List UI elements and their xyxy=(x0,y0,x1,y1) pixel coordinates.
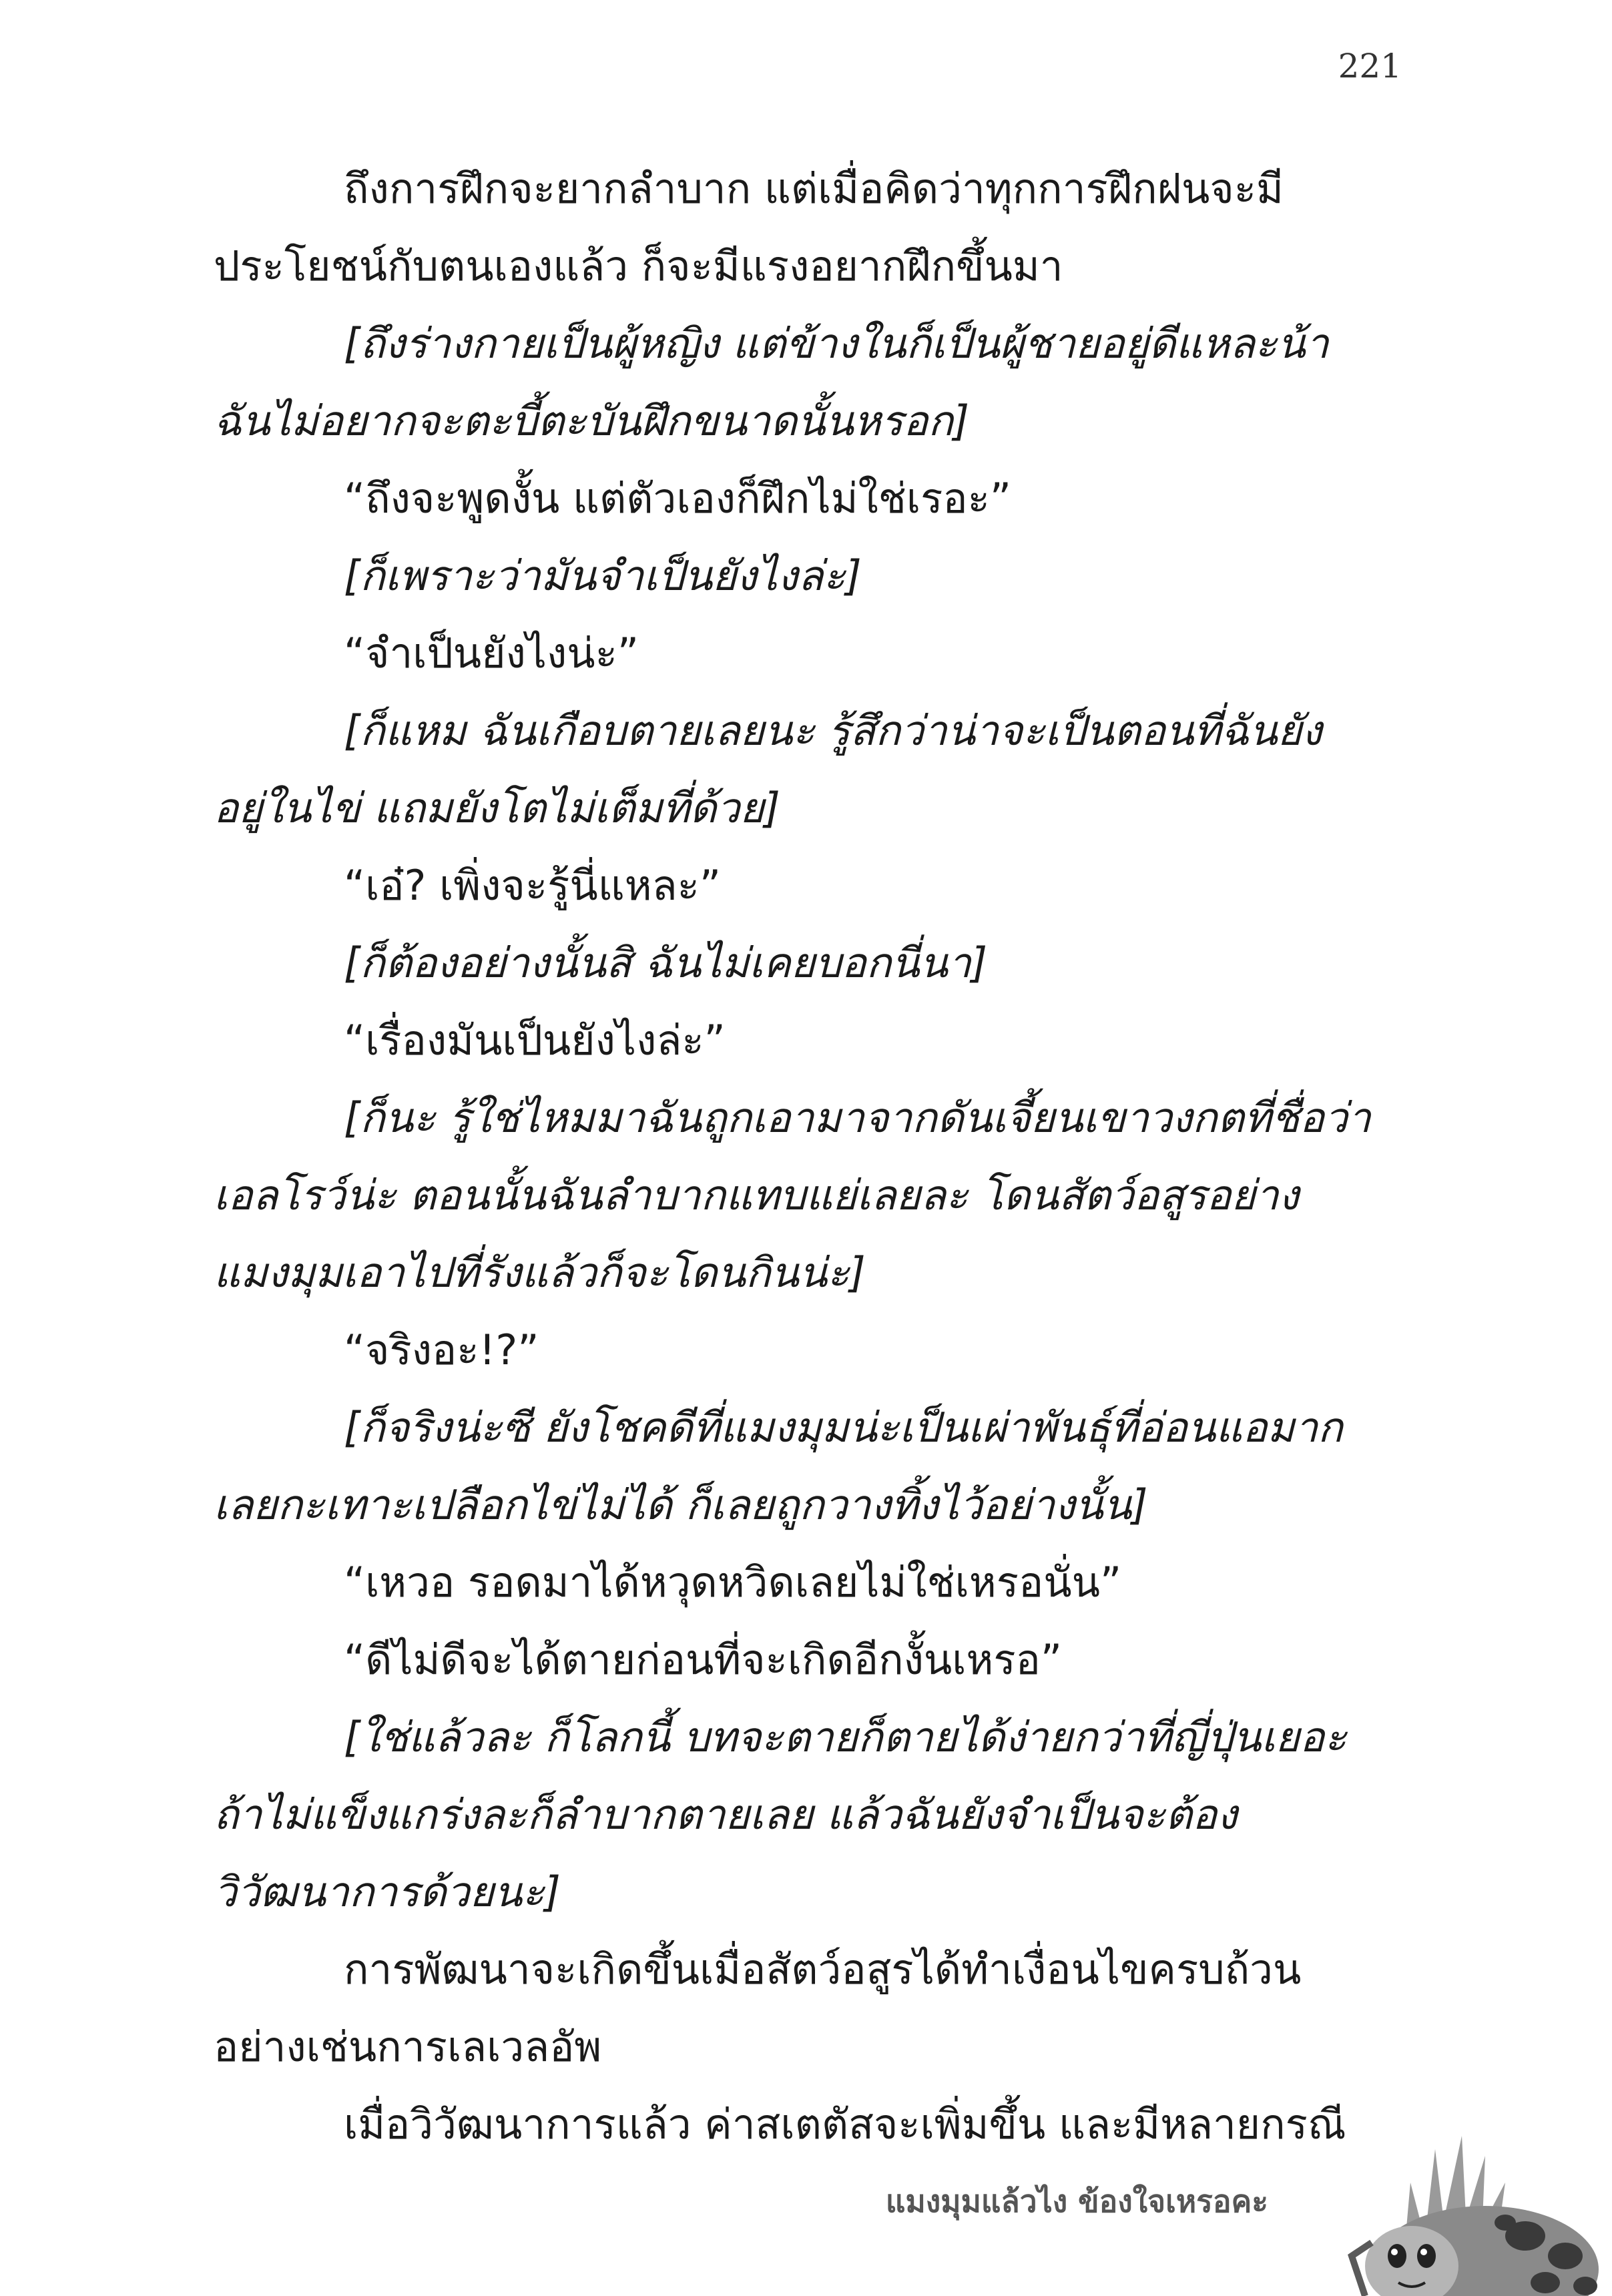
text-line: [ก็นะ รู้ใช่ไหมมาฉันถูกเอามาจากดันเจี้ยนเขาวงกตที่ชื่อว่า xyxy=(344,1093,1371,1142)
text-line: “เรื่องมันเป็นยังไงล่ะ” xyxy=(344,1016,726,1065)
mascot-eye-left xyxy=(1388,2244,1406,2268)
text-line: [ก็แหม ฉันเกือบตายเลยนะ รู้สึกว่าน่าจะเป็นตอนที่ฉันยัง xyxy=(344,706,1322,755)
text-line: “เหวอ รอดมาได้หวุดหวิดเลยไม่ใช่เหรอนั่น” xyxy=(344,1558,1122,1607)
text-line: “จริงอะ!?” xyxy=(344,1326,539,1374)
text-line: ฉันไม่อยากจะตะบี้ตะบันฝึกขนาดนั้นหรอก] xyxy=(214,396,970,445)
text-line: เอลโรว์น่ะ ตอนนั้นฉันลำบากแทบแย่เลยละ โดนสัตว์อสูรอย่าง xyxy=(214,1171,1299,1219)
text-line: [ก็จริงน่ะซี ยังโชคดีที่แมงมุมน่ะเป็นเผ่าพันธุ์ที่อ่อนแอมาก xyxy=(344,1403,1343,1452)
page-number: 221 xyxy=(1338,47,1402,85)
text-line: ถ้าไม่แข็งแกร่งละก็ลำบากตายเลย แล้วฉันยังจำเป็นจะต้อง xyxy=(214,1790,1238,1839)
text-line: แมงมุมเอาไปที่รังแล้วก็จะโดนกินน่ะ] xyxy=(214,1248,866,1297)
text-line: วิวัฒนาการด้วยนะ] xyxy=(214,1868,561,1916)
text-line: “ดีไม่ดีจะได้ตายก่อนที่จะเกิดอีกงั้นเหรอ” xyxy=(344,1635,1062,1684)
text-line: เลยกะเทาะเปลือกไข่ไม่ได้ ก็เลยถูกวางทิ้งไว้อย่างนั้น] xyxy=(214,1480,1148,1529)
text-line: ประโยชน์กับตนเองแล้ว ก็จะมีแรงอยากฝึกขึ้นมา xyxy=(214,242,1063,290)
text-line: [ก็เพราะว่ามันจำเป็นยังไงล่ะ] xyxy=(344,551,862,600)
text-line: ถึงการฝึกจะยากลำบาก แต่เมื่อคิดว่าทุกการฝึกฝนจะมี xyxy=(344,164,1284,213)
text-line: “จำเป็นยังไงน่ะ” xyxy=(344,629,639,677)
text-line: [ถึงร่างกายเป็นผู้หญิง แต่ข้างในก็เป็นผู้ชายอยู่ดีแหละน้า xyxy=(344,319,1329,368)
text-line: การพัฒนาจะเกิดขึ้นเมื่อสัตว์อสูรได้ทำเงื่อนไขครบถ้วน xyxy=(344,1945,1302,1994)
text-line: “เอ๋? เพิ่งจะรู้นี่แหละ” xyxy=(344,861,722,910)
body-text xyxy=(214,150,1408,2163)
text-line: [ใช่แล้วละ ก็โลกนี้ บทจะตายก็ตายได้ง่ายกว่าที่ญี่ปุ่นเยอะ xyxy=(344,1713,1347,1761)
text-line: [ก็ต้องอย่างนั้นสิ ฉันไม่เคยบอกนี่นา] xyxy=(344,938,988,987)
text-line: เมื่อวิวัฒนาการแล้ว ค่าสเตตัสจะเพิ่มขึ้น และมีหลายกรณี xyxy=(344,2100,1346,2148)
text-line: อย่างเช่นการเลเวลอัพ xyxy=(214,2022,602,2071)
book-title-footer: แมงมุมแล้วไง ข้องใจเหรอคะ xyxy=(885,2183,1268,2219)
text-line: อยู่ในไข่ แถมยังโตไม่เต็มที่ด้วย] xyxy=(214,784,780,832)
text-line: “ถึงจะพูดงั้น แต่ตัวเองก็ฝึกไม่ใช่เรอะ” xyxy=(344,474,1012,523)
mascot-eye-right xyxy=(1417,2244,1436,2268)
spider-mascot-icon xyxy=(1325,2122,1612,2296)
